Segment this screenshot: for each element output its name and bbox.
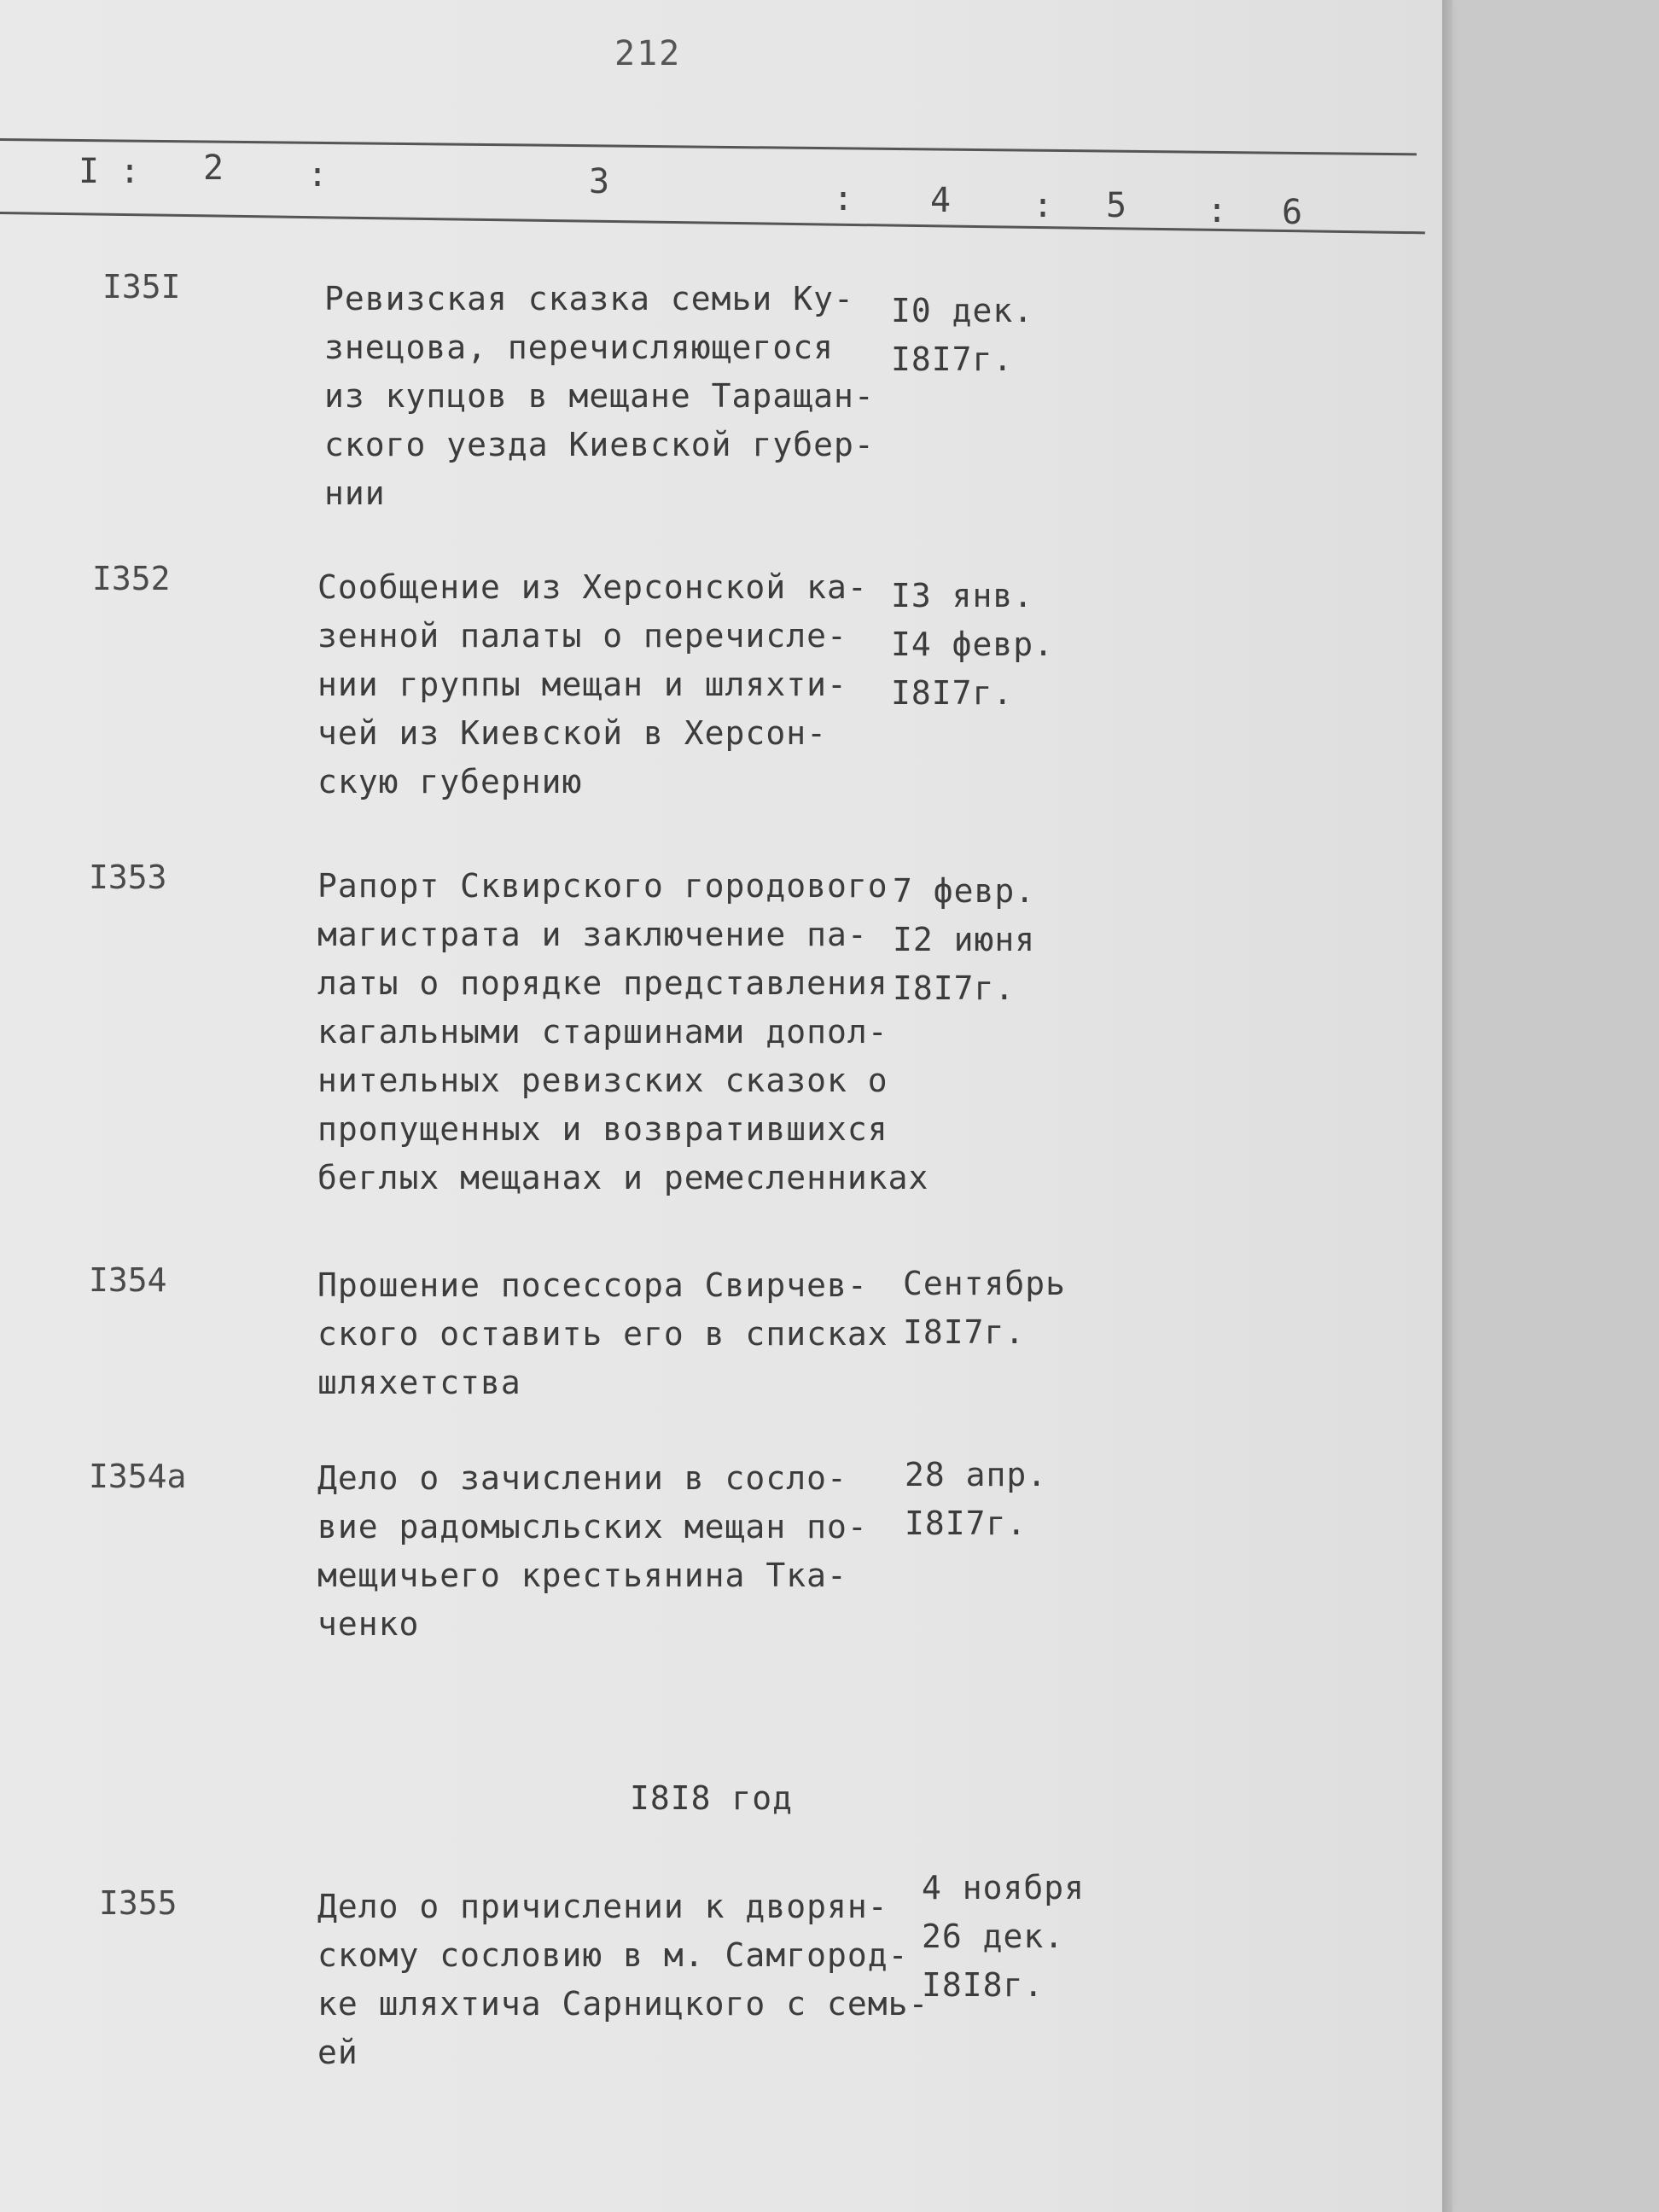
entry-dates: [905, 1451, 1047, 1548]
description-line: Ревизская сказка семьи Ку-: [324, 280, 854, 317]
page-edge: [1442, 0, 1452, 2212]
date-line: I8I8г.: [922, 1966, 1045, 2004]
column-number-4: 4: [930, 181, 952, 220]
column-number-5: 5: [1106, 186, 1127, 225]
description-line: нительных ревизских сказок о: [317, 1062, 888, 1099]
description-line: ей: [317, 2034, 358, 2071]
entry-id: I354: [89, 1261, 167, 1299]
column-separator: :: [1033, 186, 1054, 225]
page-number: 212: [614, 34, 682, 73]
description-line: Рапорт Сквирского городового: [317, 867, 888, 905]
date-line: I8I7г.: [891, 674, 1014, 712]
date-line: I4 февр.: [891, 626, 1055, 663]
entry-id: I354а: [89, 1458, 187, 1495]
description-line: Прошение посессора Свирчев-: [317, 1266, 868, 1304]
entry-id: I355: [99, 1884, 178, 1922]
description-line: беглых мещанах и ремесленниках: [317, 1159, 929, 1196]
description-line: скому сословию в м. Самгород-: [317, 1936, 909, 1974]
entry-description: [324, 275, 875, 518]
entry-dates: [891, 572, 1054, 718]
column-separator: :: [1207, 191, 1228, 230]
date-line: I8I7г.: [905, 1505, 1027, 1542]
description-line: нии группы мещан и шляхти-: [317, 666, 847, 703]
entry-dates: [891, 287, 1033, 384]
entry-dates: [922, 1864, 1085, 2010]
description-line: из купцов в мещане Таращан-: [324, 377, 875, 415]
description-line: кагальными старшинами допол-: [317, 1013, 888, 1051]
date-line: 26 дек.: [922, 1918, 1065, 1955]
column-number-2: 2: [203, 148, 224, 188]
description-line: чей из Киевской в Херсон-: [317, 714, 827, 752]
description-line: Дело о зачислении в сосло-: [317, 1459, 847, 1497]
description-line: шляхетства: [317, 1364, 521, 1401]
description-line: ского оставить его в списках: [317, 1315, 888, 1353]
description-line: пропущенных и возвратившихся: [317, 1110, 888, 1148]
description-line: скую губернию: [317, 763, 583, 800]
description-line: зенной палаты о перечисле-: [317, 617, 847, 655]
description-line: магистрата и заключение па-: [317, 916, 868, 953]
description-line: ке шляхтича Сарницкого с семь-: [317, 1985, 929, 2023]
year-heading: I8I8 год: [630, 1779, 794, 1817]
date-line: I0 дек.: [891, 292, 1034, 329]
entry-description: [317, 1261, 888, 1407]
description-line: ского уезда Киевской губер-: [324, 426, 875, 463]
description-line: ченко: [317, 1605, 420, 1643]
date-line: I2 июня: [893, 921, 1036, 958]
entry-description: [317, 563, 868, 806]
entry-dates: [903, 1260, 1066, 1357]
column-number-6: 6: [1282, 193, 1303, 232]
description-line: нии: [324, 474, 386, 512]
date-line: 28 апр.: [905, 1456, 1048, 1493]
column-separator: :: [833, 179, 854, 218]
description-line: вие радомысльских мещан по-: [317, 1508, 868, 1545]
description-line: мещичьего крестьянина Тка-: [317, 1557, 847, 1594]
description-line: Сообщение из Херсонской ка-: [317, 568, 868, 606]
date-line: I8I7г.: [893, 969, 1016, 1007]
date-line: I3 янв.: [891, 577, 1034, 614]
description-line: латы о порядке представления: [317, 964, 888, 1002]
entry-id: I353: [89, 859, 167, 896]
entry-description: [317, 1883, 928, 2077]
column-separator: :: [119, 152, 141, 191]
column-number-3: 3: [589, 162, 610, 201]
date-line: Сентябрь: [903, 1265, 1067, 1302]
entry-description: [317, 862, 928, 1202]
column-number-1: I: [79, 152, 100, 191]
date-line: I8I7г.: [903, 1313, 1026, 1351]
date-line: 7 февр.: [893, 872, 1036, 910]
description-line: знецова, перечисляющегося: [324, 329, 834, 366]
entry-id: I352: [92, 560, 171, 597]
entry-id: I35I: [102, 268, 181, 306]
date-line: I8I7г.: [891, 341, 1014, 378]
entry-description: [317, 1454, 868, 1649]
description-line: Дело о причислении к дворян-: [317, 1888, 888, 1925]
entry-dates: [893, 867, 1035, 1013]
date-line: 4 ноября: [922, 1869, 1086, 1906]
column-separator: :: [307, 155, 329, 195]
